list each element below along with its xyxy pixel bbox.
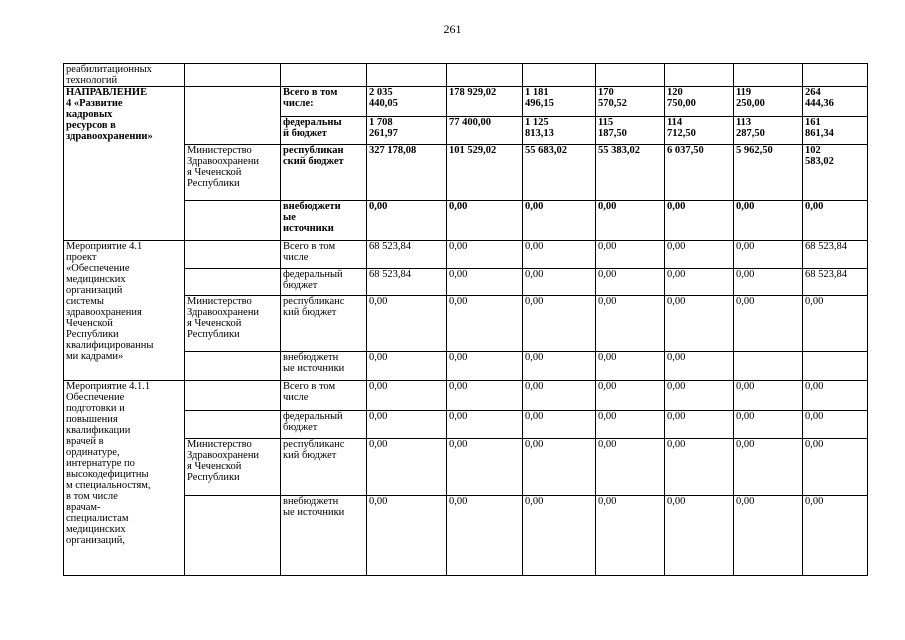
table-cell <box>734 381 803 411</box>
cell-text: федеральный бюджет <box>283 269 343 291</box>
table-cell <box>803 241 868 269</box>
table-cell <box>803 145 868 201</box>
table-cell <box>523 496 596 576</box>
cell-text: Министерство Здравоохранени я Чеченской Республики <box>187 145 260 189</box>
table-cell <box>803 64 868 87</box>
table-cell <box>734 241 803 269</box>
cell-text: 0,00 <box>667 411 686 422</box>
cell-text: 0,00 <box>598 381 617 392</box>
cell-text: 0,00 <box>598 201 617 212</box>
cell-text: Всего в том числе <box>283 241 336 263</box>
table-cell <box>734 269 803 296</box>
cell-text: 119 250,00 <box>736 87 765 109</box>
cell-text: 0,00 <box>736 411 755 422</box>
cell-text: 0,00 <box>805 496 824 507</box>
cell-text: 115 187,50 <box>598 117 627 139</box>
table-cell <box>185 87 281 145</box>
table-cell <box>367 439 447 496</box>
cell-text: 0,00 <box>805 381 824 392</box>
table-row <box>64 496 868 576</box>
table-cell <box>281 352 367 381</box>
cell-text: 68 523,84 <box>805 241 847 252</box>
cell-text: реабилитационных технологий <box>66 64 152 86</box>
cell-text: 68 523,84 <box>369 269 411 280</box>
cell-text: республиканс кий бюджет <box>283 439 345 461</box>
cell-text: 0,00 <box>598 352 617 363</box>
table-cell <box>447 352 523 381</box>
table-cell <box>596 496 665 576</box>
cell-text: 0,00 <box>598 439 617 450</box>
table-cell <box>665 145 734 201</box>
budget-table <box>63 63 868 576</box>
table-cell <box>281 87 367 117</box>
cell-text: 327 178,08 <box>369 145 417 156</box>
table-cell <box>523 87 596 117</box>
table-cell <box>665 352 734 381</box>
cell-text: 0,00 <box>525 269 544 280</box>
table-row <box>64 269 868 296</box>
table-cell <box>185 269 281 296</box>
cell-text: НАПРАВЛЕНИЕ 4 «Развитие кадровых ресурсов в здравоохранении» <box>66 87 153 142</box>
table-cell <box>64 87 185 241</box>
table-cell <box>281 64 367 87</box>
cell-text: 101 529,02 <box>449 145 497 156</box>
cell-text: республиканс кий бюджет <box>283 296 345 318</box>
cell-text: 0,00 <box>805 201 824 212</box>
cell-text: Министерство Здравоохранени я Чеченской Республики <box>187 439 260 483</box>
table-cell <box>803 411 868 439</box>
cell-text: 55 683,02 <box>525 145 567 156</box>
table-cell <box>523 241 596 269</box>
table-cell <box>523 381 596 411</box>
cell-text: 0,00 <box>369 496 388 507</box>
table-cell <box>596 241 665 269</box>
table-cell <box>281 241 367 269</box>
table-cell <box>185 496 281 576</box>
table-cell <box>367 145 447 201</box>
cell-text: федеральный бюджет <box>283 411 343 433</box>
cell-text: 0,00 <box>525 352 544 363</box>
table-cell <box>803 87 868 117</box>
cell-text: 0,00 <box>667 352 686 363</box>
cell-text: 0,00 <box>525 439 544 450</box>
cell-text: 68 523,84 <box>369 241 411 252</box>
cell-text: Мероприятие 4.1 проект «Обеспечение медицинских организаций системы здравоохранения Чеченской Республики квалифицированны ми кадрами» <box>66 241 154 362</box>
table-cell <box>665 296 734 352</box>
table-row <box>64 87 868 117</box>
cell-text: 0,00 <box>369 439 388 450</box>
cell-text: 0,00 <box>736 269 755 280</box>
table-cell <box>803 296 868 352</box>
cell-text: 0,00 <box>525 296 544 307</box>
cell-text: 0,00 <box>525 496 544 507</box>
table-row <box>64 381 868 411</box>
cell-text: 1 125 813,13 <box>525 117 554 139</box>
table-cell <box>596 87 665 117</box>
table-row <box>64 439 868 496</box>
table-cell <box>447 381 523 411</box>
cell-text: Всего в том числе: <box>283 87 338 109</box>
table-cell <box>281 269 367 296</box>
table-cell <box>734 352 803 381</box>
cell-text: 170 570,52 <box>598 87 627 109</box>
table-cell <box>665 269 734 296</box>
cell-text: 5 962,50 <box>736 145 773 156</box>
cell-text: 0,00 <box>736 496 755 507</box>
table-cell <box>185 411 281 439</box>
table-cell <box>523 64 596 87</box>
cell-text: 55 383,02 <box>598 145 640 156</box>
table-cell <box>64 241 185 381</box>
table-cell <box>596 352 665 381</box>
table-row <box>64 296 868 352</box>
cell-text: 161 861,34 <box>805 117 834 139</box>
table-cell <box>281 201 367 241</box>
table-cell <box>367 381 447 411</box>
table-cell <box>665 381 734 411</box>
table-cell <box>803 352 868 381</box>
table-cell <box>665 241 734 269</box>
table-cell <box>281 381 367 411</box>
table-cell <box>803 117 868 145</box>
cell-text: 0,00 <box>449 411 468 422</box>
table-cell <box>64 64 185 87</box>
cell-text: 0,00 <box>667 381 686 392</box>
cell-text: 102 583,02 <box>805 145 834 167</box>
table-cell <box>281 496 367 576</box>
cell-text: 0,00 <box>369 296 388 307</box>
table-cell <box>596 117 665 145</box>
cell-text: 2 035 440,05 <box>369 87 398 109</box>
cell-text: внебюджетн ые источники <box>283 352 345 374</box>
cell-text: 77 400,00 <box>449 117 491 128</box>
cell-text: внебюджети ые источники <box>283 201 341 234</box>
table-cell <box>367 201 447 241</box>
cell-text: 0,00 <box>525 411 544 422</box>
table-cell <box>596 269 665 296</box>
cell-text: 0,00 <box>369 381 388 392</box>
cell-text: 0,00 <box>736 439 755 450</box>
table-cell <box>523 439 596 496</box>
cell-text: 0,00 <box>525 241 544 252</box>
table-cell <box>596 296 665 352</box>
table-cell <box>734 411 803 439</box>
table-cell <box>665 117 734 145</box>
table-cell <box>447 145 523 201</box>
table-cell <box>596 439 665 496</box>
cell-text: 0,00 <box>736 381 755 392</box>
cell-text: 0,00 <box>598 296 617 307</box>
table-cell <box>281 296 367 352</box>
table-cell <box>281 145 367 201</box>
table-cell <box>185 201 281 241</box>
cell-text: 0,00 <box>667 201 686 212</box>
cell-text: 1 181 496,15 <box>525 87 554 109</box>
table-cell <box>367 411 447 439</box>
table-cell <box>367 496 447 576</box>
table-cell <box>665 496 734 576</box>
cell-text: 0,00 <box>805 439 824 450</box>
cell-text: внебюджетн ые источники <box>283 496 345 518</box>
table-cell <box>367 87 447 117</box>
table-cell <box>734 496 803 576</box>
table-cell <box>447 296 523 352</box>
table-cell <box>596 381 665 411</box>
cell-text: 120 750,00 <box>667 87 696 109</box>
cell-text: 0,00 <box>369 201 388 212</box>
table-cell <box>523 117 596 145</box>
cell-text: 0,00 <box>667 269 686 280</box>
table-row <box>64 201 868 241</box>
table-cell <box>185 296 281 352</box>
cell-text: Всего в том числе <box>283 381 336 403</box>
cell-text: 0,00 <box>667 296 686 307</box>
table-cell <box>523 269 596 296</box>
table-cell <box>734 439 803 496</box>
table-cell <box>523 145 596 201</box>
table-cell <box>281 117 367 145</box>
table-cell <box>185 64 281 87</box>
table-cell <box>367 352 447 381</box>
table-cell <box>803 439 868 496</box>
cell-text: 0,00 <box>598 496 617 507</box>
table-cell <box>367 117 447 145</box>
table-cell <box>185 145 281 201</box>
cell-text: 0,00 <box>449 201 468 212</box>
table-cell <box>447 439 523 496</box>
cell-text: 0,00 <box>598 269 617 280</box>
table-cell <box>665 411 734 439</box>
table-cell <box>734 145 803 201</box>
cell-text: Мероприятие 4.1.1 Обеспечение подготовки и повышения квалификации врачей в ординатуре, интернатуре по высокодефицитны м специальностям, в том числе врачам- специалистам медицинских организаций, <box>66 381 151 546</box>
table-cell <box>447 411 523 439</box>
table-cell <box>185 241 281 269</box>
table-cell <box>367 296 447 352</box>
table-cell <box>523 411 596 439</box>
cell-text: 113 287,50 <box>736 117 765 139</box>
table-row <box>64 64 868 87</box>
cell-text: 0,00 <box>449 381 468 392</box>
table-cell <box>596 145 665 201</box>
table-cell <box>596 64 665 87</box>
cell-text: 0,00 <box>449 352 468 363</box>
cell-text: 0,00 <box>449 241 468 252</box>
table-cell <box>734 87 803 117</box>
table-cell <box>665 87 734 117</box>
page-number: 261 <box>443 22 462 36</box>
table-cell <box>367 64 447 87</box>
table-cell <box>185 381 281 411</box>
table-row <box>64 241 868 269</box>
cell-text: 1 708 261,97 <box>369 117 398 139</box>
cell-text: 0,00 <box>805 411 824 422</box>
cell-text: федеральны й бюджет <box>283 117 342 139</box>
cell-text: 0,00 <box>805 296 824 307</box>
table-cell <box>281 439 367 496</box>
cell-text: 0,00 <box>667 241 686 252</box>
table-cell <box>734 117 803 145</box>
cell-text: 0,00 <box>369 411 388 422</box>
table-cell <box>803 381 868 411</box>
cell-text: 0,00 <box>525 381 544 392</box>
table-cell <box>367 269 447 296</box>
cell-text: 0,00 <box>736 201 755 212</box>
table-cell <box>447 269 523 296</box>
table-cell <box>523 296 596 352</box>
cell-text: 0,00 <box>369 352 388 363</box>
cell-text: 0,00 <box>449 496 468 507</box>
cell-text: 0,00 <box>525 201 544 212</box>
table-cell <box>447 87 523 117</box>
cell-text: 114 712,50 <box>667 117 696 139</box>
table-cell <box>447 64 523 87</box>
cell-text: Министерство Здравоохранени я Чеченской Республики <box>187 296 260 340</box>
cell-text: 178 929,02 <box>449 87 497 98</box>
table-cell <box>803 201 868 241</box>
table-cell <box>367 241 447 269</box>
table-cell <box>596 201 665 241</box>
table-row <box>64 411 868 439</box>
table-cell <box>185 352 281 381</box>
table-cell <box>734 201 803 241</box>
cell-text: 0,00 <box>598 411 617 422</box>
cell-text: 0,00 <box>736 241 755 252</box>
table-cell <box>596 411 665 439</box>
table-cell <box>734 296 803 352</box>
cell-text: 0,00 <box>736 296 755 307</box>
cell-text: республикан ский бюджет <box>283 145 344 167</box>
cell-text: 6 037,50 <box>667 145 704 156</box>
table-cell <box>523 201 596 241</box>
cell-text: 0,00 <box>449 269 468 280</box>
table-row <box>64 145 868 201</box>
table-cell <box>447 117 523 145</box>
table-cell <box>281 411 367 439</box>
cell-text: 68 523,84 <box>805 269 847 280</box>
table-cell <box>64 381 185 576</box>
table-cell <box>665 201 734 241</box>
table-cell <box>665 439 734 496</box>
table-cell <box>803 269 868 296</box>
table-cell <box>803 496 868 576</box>
table-cell <box>447 496 523 576</box>
table-cell <box>447 241 523 269</box>
table-cell <box>447 201 523 241</box>
cell-text: 0,00 <box>449 296 468 307</box>
cell-text: 0,00 <box>598 241 617 252</box>
cell-text: 264 444,36 <box>805 87 834 109</box>
table-cell <box>665 64 734 87</box>
cell-text: 0,00 <box>667 496 686 507</box>
table-cell <box>734 64 803 87</box>
cell-text: 0,00 <box>449 439 468 450</box>
table-cell <box>185 439 281 496</box>
table-row <box>64 352 868 381</box>
table-cell <box>523 352 596 381</box>
cell-text: 0,00 <box>667 439 686 450</box>
